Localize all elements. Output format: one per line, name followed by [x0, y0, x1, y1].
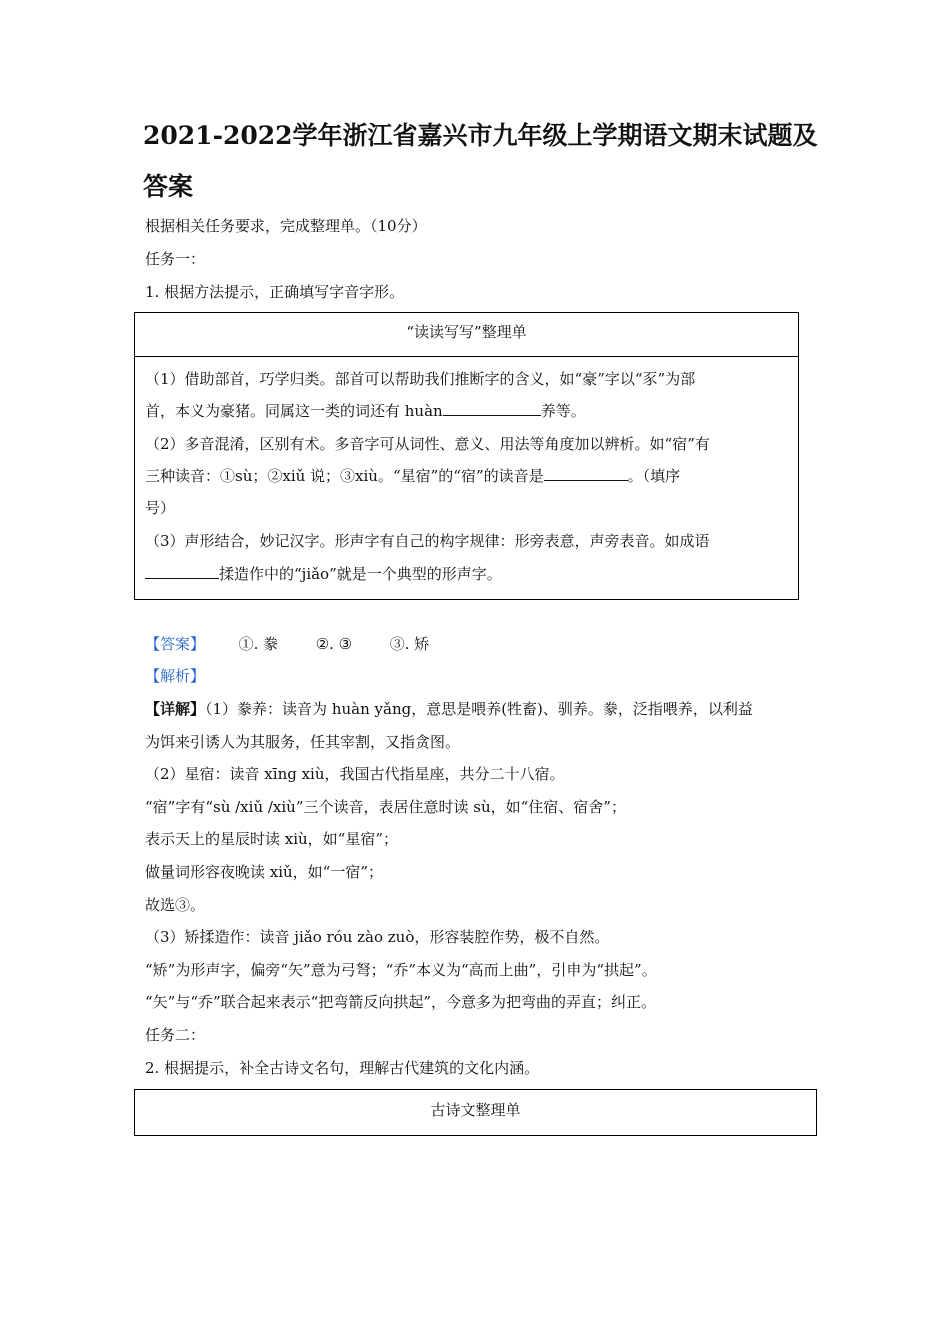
table-divider: [135, 356, 798, 357]
analysis-line: 做量词形容夜晚读 xiǔ，如“一宿”；: [145, 863, 384, 881]
analysis-line: 表示天上的星辰时读 xiù，如“星宿”；: [145, 830, 399, 848]
ancient-poetry-table: [134, 1089, 817, 1136]
answer-blank[interactable]: [443, 401, 541, 416]
task1-label: 任务一：: [145, 250, 206, 268]
table-row: 揉造作中的“jiǎo”就是一个典型的形声字。: [145, 563, 502, 584]
analysis-line: （2）星宿：读音 xīng xiù，我国古代指星座，共分二十八宿。: [145, 765, 565, 783]
document-title-line-1: 2021-2022学年浙江省嘉兴市九年级上学期语文期末试题及: [143, 121, 818, 150]
reading-writing-table: [134, 312, 799, 600]
analysis-line: 【详解】（1）豢养：读音为 huàn yǎng，意思是喂养(牲畜)、驯养。豢，泛指喂养，以利益: [145, 700, 753, 718]
intro-text: 根据相关任务要求，完成整理单。（10分）: [145, 217, 427, 235]
table-title: “读读写写”整理单: [406, 323, 527, 341]
answer-blank[interactable]: [544, 466, 628, 481]
task2-label: 任务二：: [145, 1026, 206, 1044]
answer-item: ①. 豢: [238, 635, 279, 653]
analysis-line: “矫”为形声字，偏旁“矢”意为弓弩；“乔”本义为“高而上曲”，引申为“拱起”。: [145, 961, 657, 979]
task1-question: 1. 根据方法提示，正确填写字音字形。: [145, 283, 405, 301]
document-title-line-2: 答案: [143, 172, 194, 201]
detail-tag: 【详解】: [145, 700, 206, 718]
analysis-line: “宿”字有“sù /xiǔ /xiù”三个读音，表居住意时读 sù，如“住宿、宿舍”；: [145, 798, 626, 816]
answer-blank[interactable]: [145, 564, 219, 579]
table-title: 古诗文整理单: [430, 1101, 521, 1119]
table-row: （3）声形结合，妙记汉字。形声字有自己的构字规律：形旁表意，声旁表音。如成语: [145, 532, 710, 550]
table-row: （2）多音混淆，区别有术。多音字可从词性、意义、用法等角度加以辨析。如“宿”有: [145, 435, 710, 453]
analysis-line: （3）矫揉造作：读音 jiǎo róu zào zuò，形容装腔作势，极不自然。: [145, 928, 610, 946]
answer-item: ③. 矫: [389, 635, 430, 653]
answer-tag: 【答案】: [145, 635, 206, 653]
table-row: 三种读音：①sù；②xiǔ 说；③xiù。“星宿”的“宿”的读音是 。（填序: [145, 467, 681, 485]
table-row: 首，本义为豪猪。同属这一类的词还有 huàn 养等。: [145, 402, 586, 420]
task2-question: 2. 根据提示，补全古诗文名句，理解古代建筑的文化内涵。: [145, 1059, 540, 1077]
table-row: 号）: [145, 499, 176, 517]
table-row: （1）借助部首，巧学归类。部首可以帮助我们推断字的含义，如“豪”字以“豕”为部: [145, 370, 696, 388]
answer-line: [145, 634, 429, 654]
analysis-line: 为饵来引诱人为其服务，任其宰割，又指贪图。: [145, 733, 461, 751]
analysis-line: “矢”与“乔”联合起来表示“把弯箭反向拱起”，今意多为把弯曲的弄直；纠正。: [145, 993, 657, 1011]
analysis-line: 故选③。: [145, 896, 206, 914]
answer-item: ②. ③: [315, 635, 353, 653]
analysis-tag: 【解析】: [145, 667, 206, 685]
